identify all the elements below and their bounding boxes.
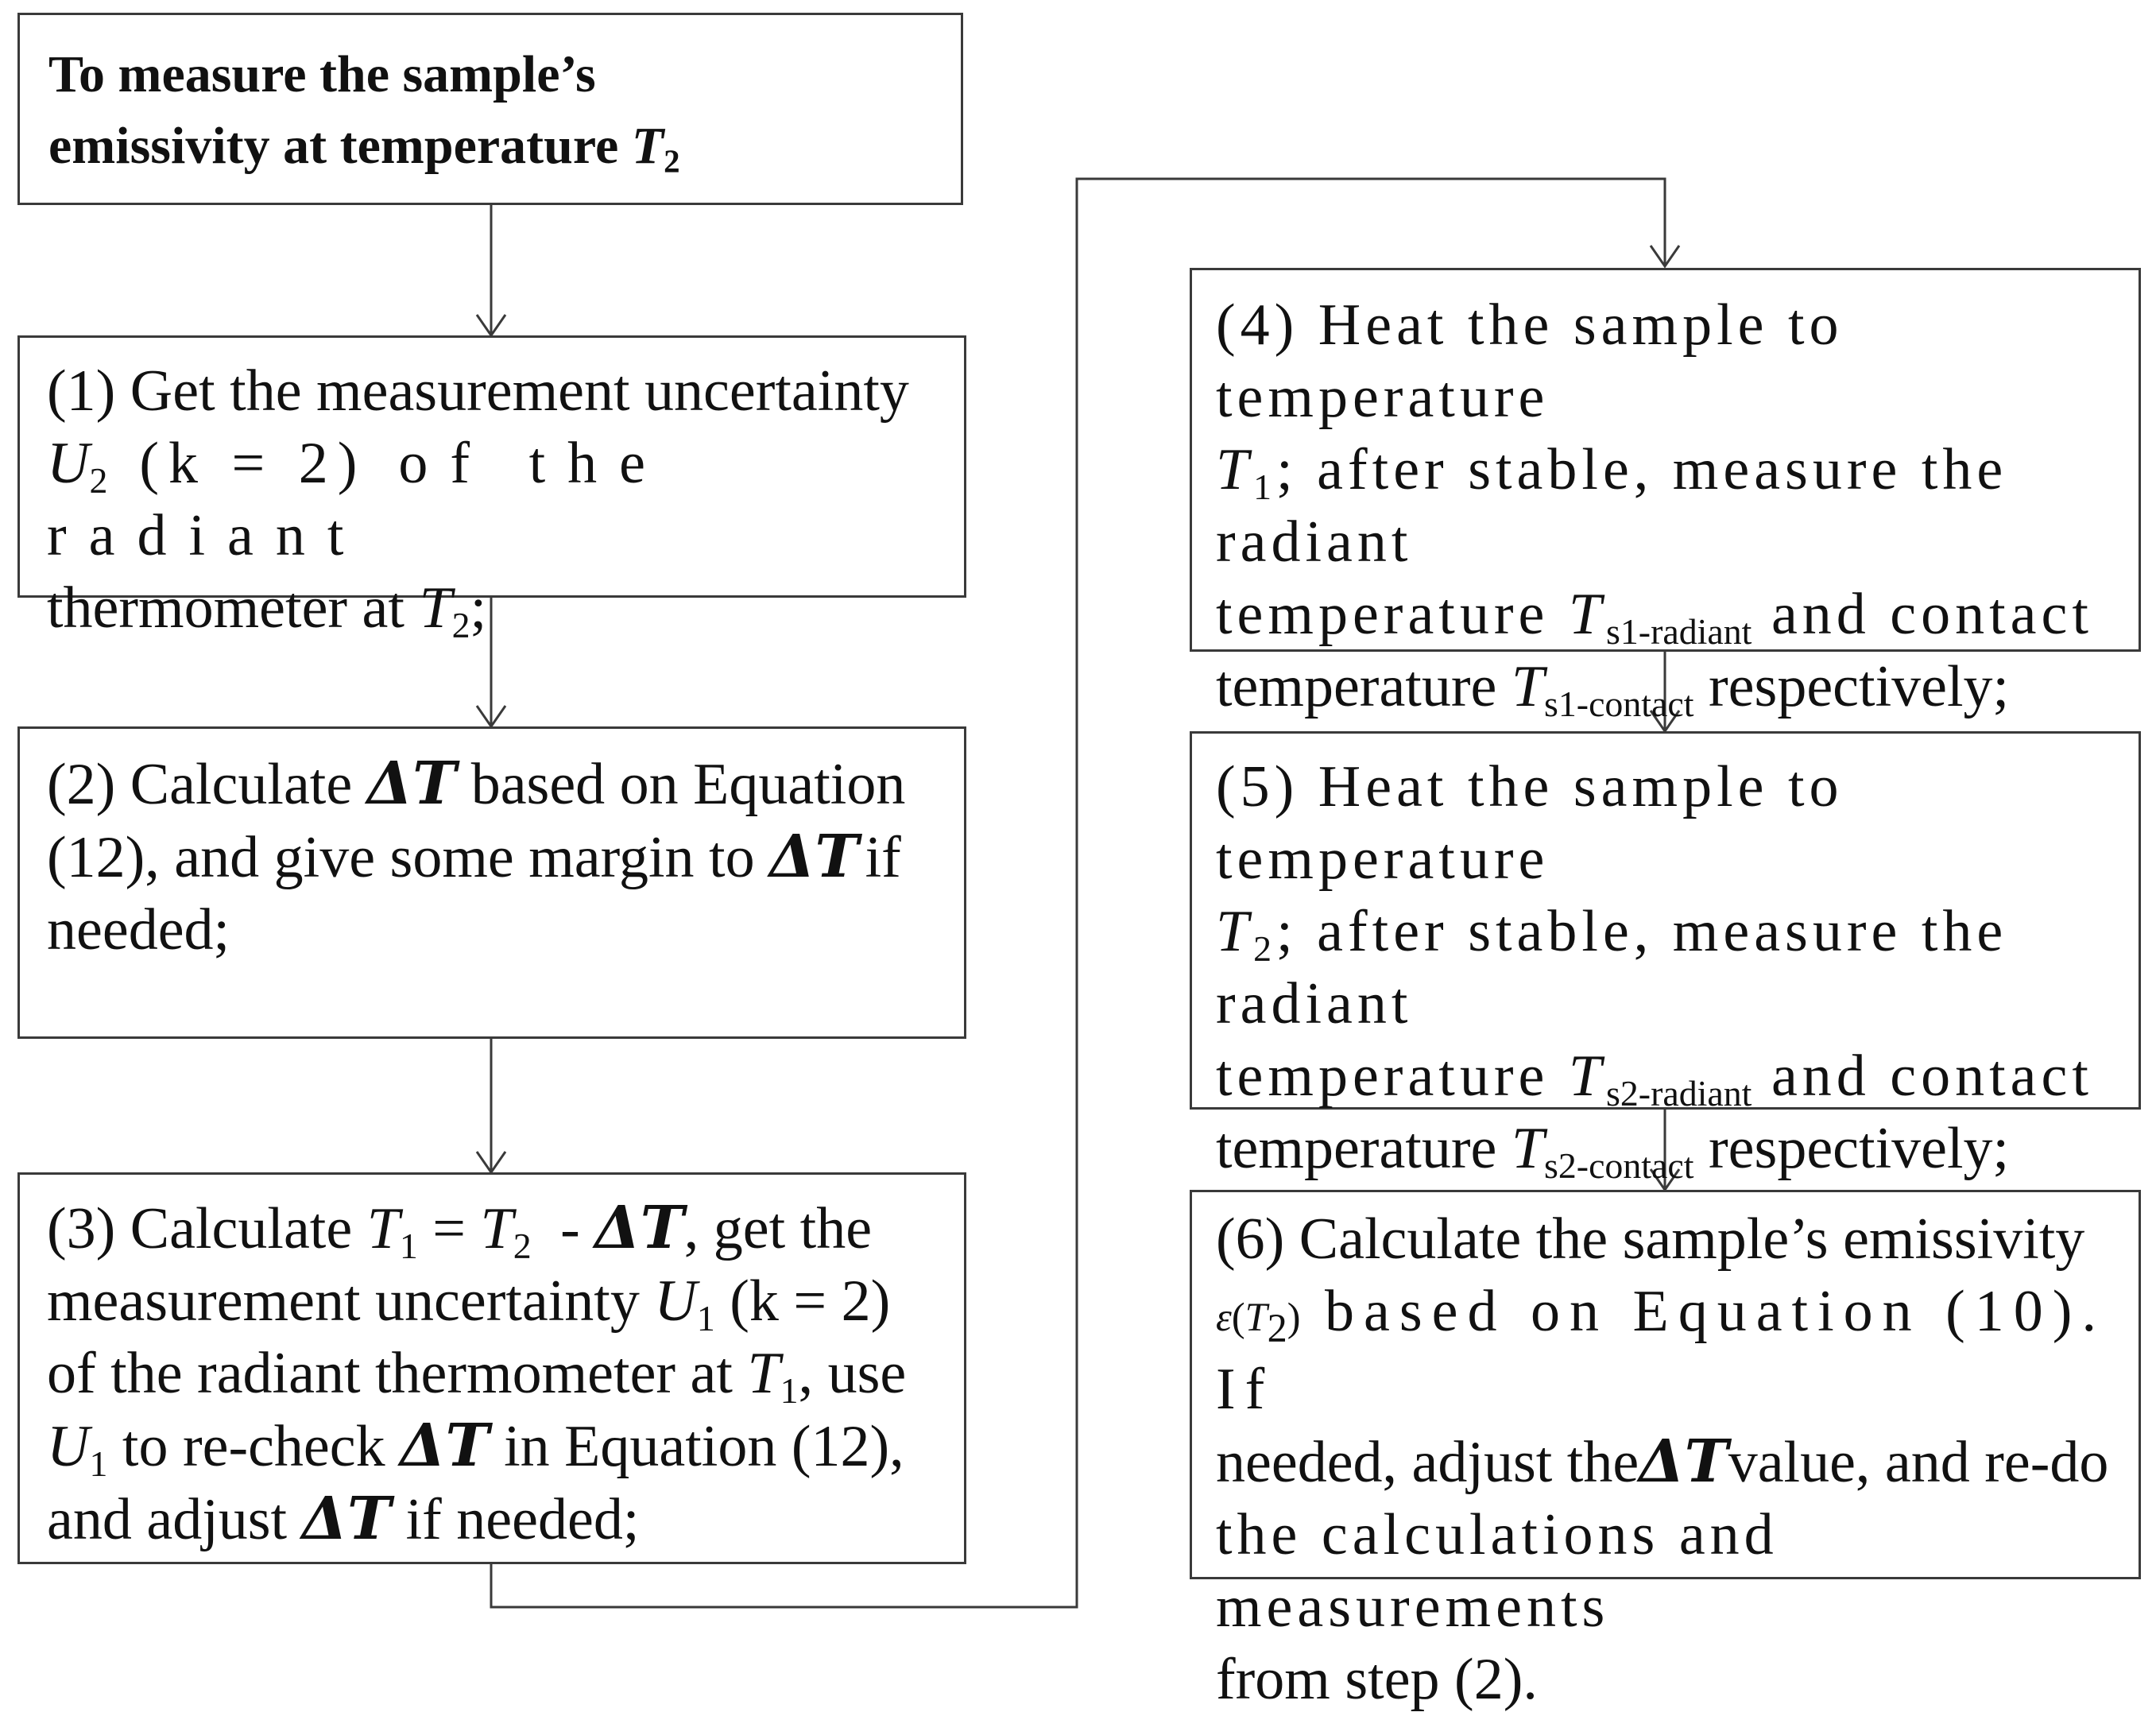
step1-symbol-U-sub: 2 [89,459,108,501]
step3-symbol-U1: U [654,1269,697,1334]
step4-line-3 [1216,579,2138,651]
step3-symbol-delta-T-3: ΔT [301,1485,392,1553]
step3-symbol-T2-sub: 2 [513,1225,532,1266]
step3-symbol-T2: T [480,1196,513,1261]
step3-symbol-T1: T [366,1196,400,1261]
step-6-box [1190,1190,2141,1712]
step1-line-1: (1) Get the measurement uncertainty [47,358,909,424]
step3-line-3 [47,1338,961,1410]
step6-paren-close: ) [1287,1295,1301,1339]
step3-line-4-post: in Equation (12), [489,1414,904,1479]
step6-line-2 [1216,1276,2138,1426]
step3-line-1-post: , get the [683,1196,873,1261]
step5-symbol-Ts2-radiant: T [1568,1044,1606,1109]
step5-line-3-pre: temperature [1216,1044,1569,1109]
step3-line-4-mid: to re-check [107,1414,401,1479]
step3-line-3-pre: of the radiant thermometer at [47,1341,748,1406]
step5-symbol-T2-sub: 2 [1253,928,1277,969]
step1-k-value: (k = 2) [139,431,367,496]
step2-line-2-post: if [865,825,901,890]
step2-line-2 [47,821,953,894]
step3-symbol-delta-T-2: ΔT [400,1412,490,1480]
title-box [17,13,963,205]
step3-line-5 [47,1483,961,1556]
step1-semicolon: ; [470,575,487,641]
step5-symbol-Ts2-contact: T [1511,1116,1544,1181]
step3-symbol-T1-b: T [747,1341,780,1406]
step3-symbol-delta-T: ΔT [594,1194,684,1262]
step4-symbol-Ts1-contact: T [1511,654,1544,719]
step5-sub-s2-radiant: s2-radiant [1606,1072,1752,1114]
step3-line-5-post: if needed; [391,1487,640,1552]
step2-line-1 [47,748,953,821]
step6-line-1: (6) Calculate the sample’s emissivity [1216,1207,2085,1272]
title-line-2-text: emissivity at temperature [48,117,632,175]
step4-line-4-pre: temperature [1216,654,1512,719]
step5-sub-s2-contact: s2-contact [1544,1145,1694,1186]
step-1-box [17,335,966,645]
step4-line-1: (4) Heat the sample to temperature [1216,292,1844,430]
step6-line-3-pre: needed, adjust the [1216,1430,1639,1495]
step5-line-2-post: ; after stable, measure the radiant [1216,899,2008,1036]
step1-symbol-T-sub: 2 [451,604,470,645]
step5-line-4-post: respectively; [1693,1116,2010,1181]
step6-symbol-delta-T: ΔT [1639,1427,1728,1496]
step5-line-2 [1216,896,2138,1040]
step4-line-2 [1216,434,2138,579]
step4-symbol-T1-sub: 1 [1253,466,1277,507]
step6-line-3-post: value, and re-do [1728,1430,2109,1495]
step6-line-2-post: based on Equation (10). If [1216,1279,2106,1422]
step3-symbol-U1-b-sub: 1 [89,1443,108,1484]
step3-symbol-U1-sub: 1 [696,1297,715,1338]
step-2-box [17,726,966,1039]
step4-line-4 [1216,651,2138,723]
step5-symbol-T2: T [1216,899,1254,964]
step3-line-1 [47,1192,961,1265]
step4-line-4-post: respectively; [1693,654,2010,719]
step3-minus: - [545,1196,595,1261]
step4-line-3-post: and contact [1752,582,2093,647]
step3-line-1-pre: (3) Calculate [47,1196,367,1261]
step-4-box [1190,268,2141,724]
step5-line-4-pre: temperature [1216,1116,1512,1181]
title-line-2 [48,110,680,182]
step4-line-3-pre: temperature [1216,582,1569,647]
step4-symbol-T1: T [1216,437,1254,502]
step3-symbol-T1-b-sub: 1 [780,1369,799,1411]
step-3-box [17,1172,966,1564]
step3-line-5-pre: and adjust [47,1487,302,1552]
step1-symbol-T: T [419,575,452,641]
step3-symbol-T1-sub: 1 [399,1225,418,1266]
step2-line-3: needed; [47,897,230,963]
step2-symbol-delta-T: ΔT [366,750,457,818]
step6-symbol-T2: T [1244,1295,1268,1339]
step4-sub-s1-contact: s1-contact [1544,683,1694,724]
title-symbol-T-sub: 2 [664,143,680,180]
step3-line-3-post: , use [798,1341,907,1406]
step2-line-1-post: based on Equation [456,752,906,817]
step1-of-the-radiant: of the radiant [47,431,668,568]
step3-line-4 [47,1410,961,1483]
step1-line-3-text: thermometer at [47,575,420,641]
title-symbol-T: T [631,117,664,175]
step6-symbol-epsilon: ε [1216,1295,1232,1339]
step1-symbol-U: U [47,431,90,496]
step3-equals: = [417,1196,481,1261]
step4-sub-s1-radiant: s1-radiant [1606,610,1752,652]
step5-line-4 [1216,1113,2138,1185]
step5-line-3 [1216,1040,2138,1113]
step5-line-1: (5) Heat the sample to temperature [1216,754,1844,892]
step3-line-2 [47,1265,961,1338]
step1-line-3 [47,572,945,645]
step4-line-2-post: ; after stable, measure the radiant [1216,437,2008,575]
step6-symbol-T2-sub: 2 [1267,1306,1287,1351]
step2-line-1-pre: (2) Calculate [47,752,367,817]
step-5-box [1190,731,2141,1186]
step2-symbol-delta-T-2: ΔT [769,823,859,891]
step6-line-4: the calculations and measurements [1216,1502,1779,1640]
step2-line-2-pre: (12), and give some margin to [47,825,770,890]
step3-k-value: (k = 2) [714,1269,891,1334]
title-line-1: To measure the sample’s [48,45,596,103]
step6-line-5: from step (2). [1216,1647,1538,1712]
step6-paren-open: ( [1231,1295,1245,1339]
step3-line-2-pre: measurement uncertainty [47,1269,655,1334]
step5-line-3-post: and contact [1752,1044,2093,1109]
step6-line-3 [1216,1426,2138,1499]
step1-line-2 [47,428,945,572]
step4-symbol-Ts1-radiant: T [1568,582,1606,647]
step3-symbol-U1-b: U [47,1414,90,1479]
